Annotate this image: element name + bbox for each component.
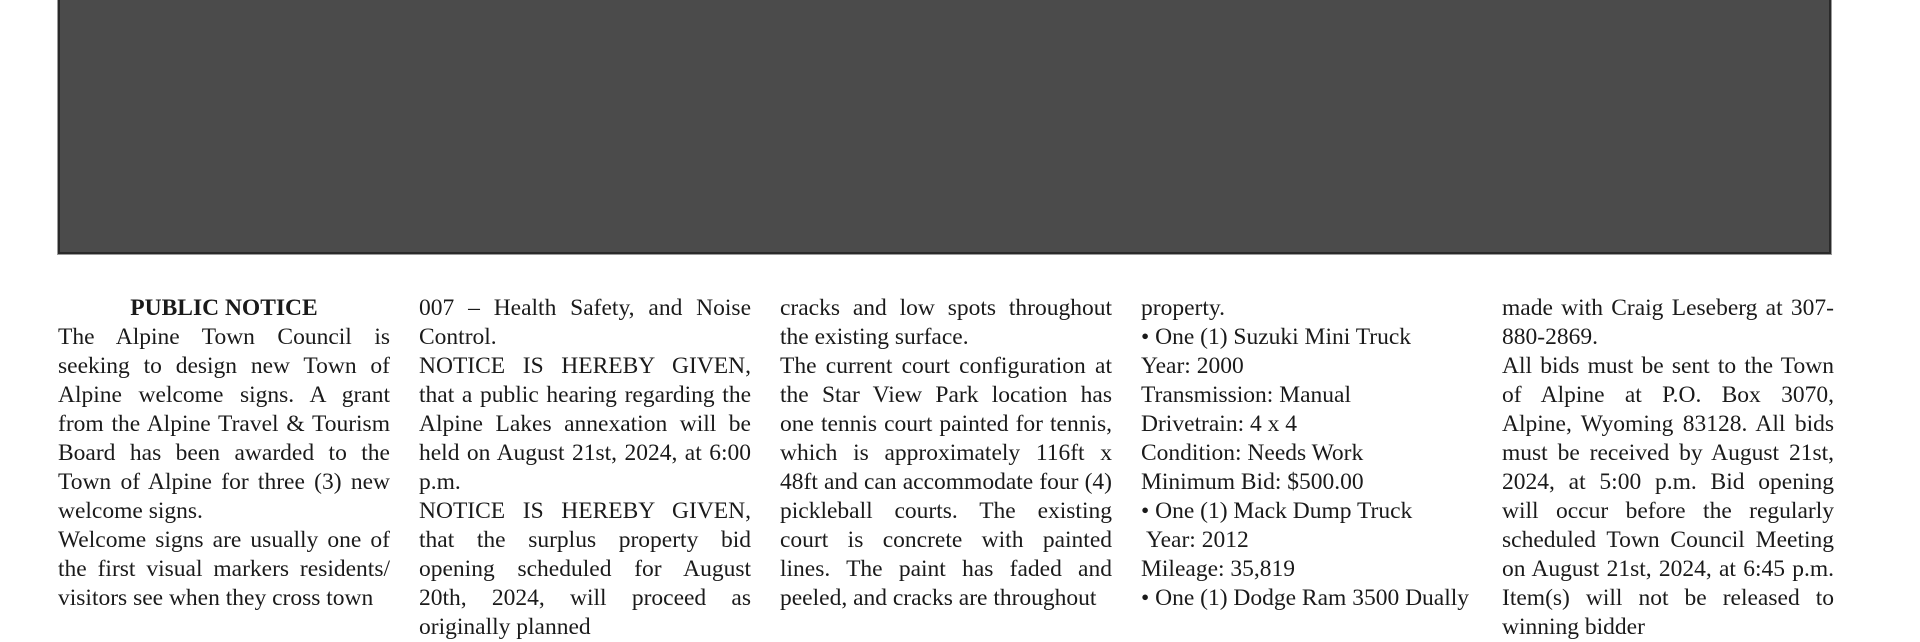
list-item: • One (1) Dodge Ram 3500 Dually xyxy=(1141,585,1470,611)
list-item: Condition: Needs Work xyxy=(1141,440,1364,466)
paragraph: The current court configuration at the Star View Park location has one tennis court painted for tennis, which is approximately 116ft x 48ft and can accommodate four (4) pickleball courts. The existing court is concrete with painted lines. The paint has faded and peeled, and cracks are throughout xyxy=(780,353,1112,611)
notice-heading: PUBLIC NOTICE xyxy=(130,295,318,321)
column-3 xyxy=(780,294,1112,613)
column-1 xyxy=(58,294,390,613)
paragraph: The Alpine Town Council is seeking to design new Town of Alpine welcome signs. A grant from the Alpine Travel & Tourism Board has been awarded to the Town of Alpine for three (3) new welcome signs. xyxy=(58,324,390,524)
paragraph: NOTICE IS HEREBY GIVEN, that the surplus property bid opening scheduled for August 20th, 2024, will proceed as originally planned xyxy=(419,498,751,640)
list-item: Minimum Bid: $500.00 xyxy=(1141,469,1364,495)
list-item: Mileage: 35,819 xyxy=(1141,556,1296,582)
list-item: • One (1) Mack Dump Truck xyxy=(1141,498,1413,524)
column-4 xyxy=(1141,294,1491,613)
paragraph: made with Craig Leseberg at 307-880-2869. xyxy=(1502,295,1834,350)
list-item: property. xyxy=(1141,295,1225,321)
paragraph: All bids must be sent to the Town of Alpine at P.O. Box 3070, Alpine, Wyoming 83128. All bids must be received by August 21st, 2024, at 5:00 p.m. Bid opening will occur before the regularly scheduled Town Council Meeting on August 21st, 2024, at 6:45 p.m. Item(s) will not be released to winning bidder xyxy=(1502,353,1834,640)
column-5 xyxy=(1502,294,1834,642)
list-item: Transmission: Manual xyxy=(1141,382,1351,408)
paragraph: cracks and low spots throughout the existing surface. xyxy=(780,295,1112,350)
list-item: • One (1) Suzuki Mini Truck xyxy=(1141,324,1411,350)
list-item: Year: 2000 xyxy=(1141,353,1244,379)
column-2 xyxy=(419,294,751,642)
paragraph: 007 – Health Safety, and Noise Control. xyxy=(419,295,751,350)
list-item: Year: 2012 xyxy=(1141,527,1249,553)
notice-columns xyxy=(58,294,1834,640)
paragraph: NOTICE IS HEREBY GIVEN, that a public hearing regarding the Alpine Lakes annexation will be held on August 21st, 2024, at 6:00 p.m. xyxy=(419,353,751,495)
advertisement-block xyxy=(58,0,1831,254)
paragraph: Welcome signs are usually one of the first visual markers residents/ visitors see when they cross town xyxy=(58,527,390,611)
list-item: Drivetrain: 4 x 4 xyxy=(1141,411,1297,437)
